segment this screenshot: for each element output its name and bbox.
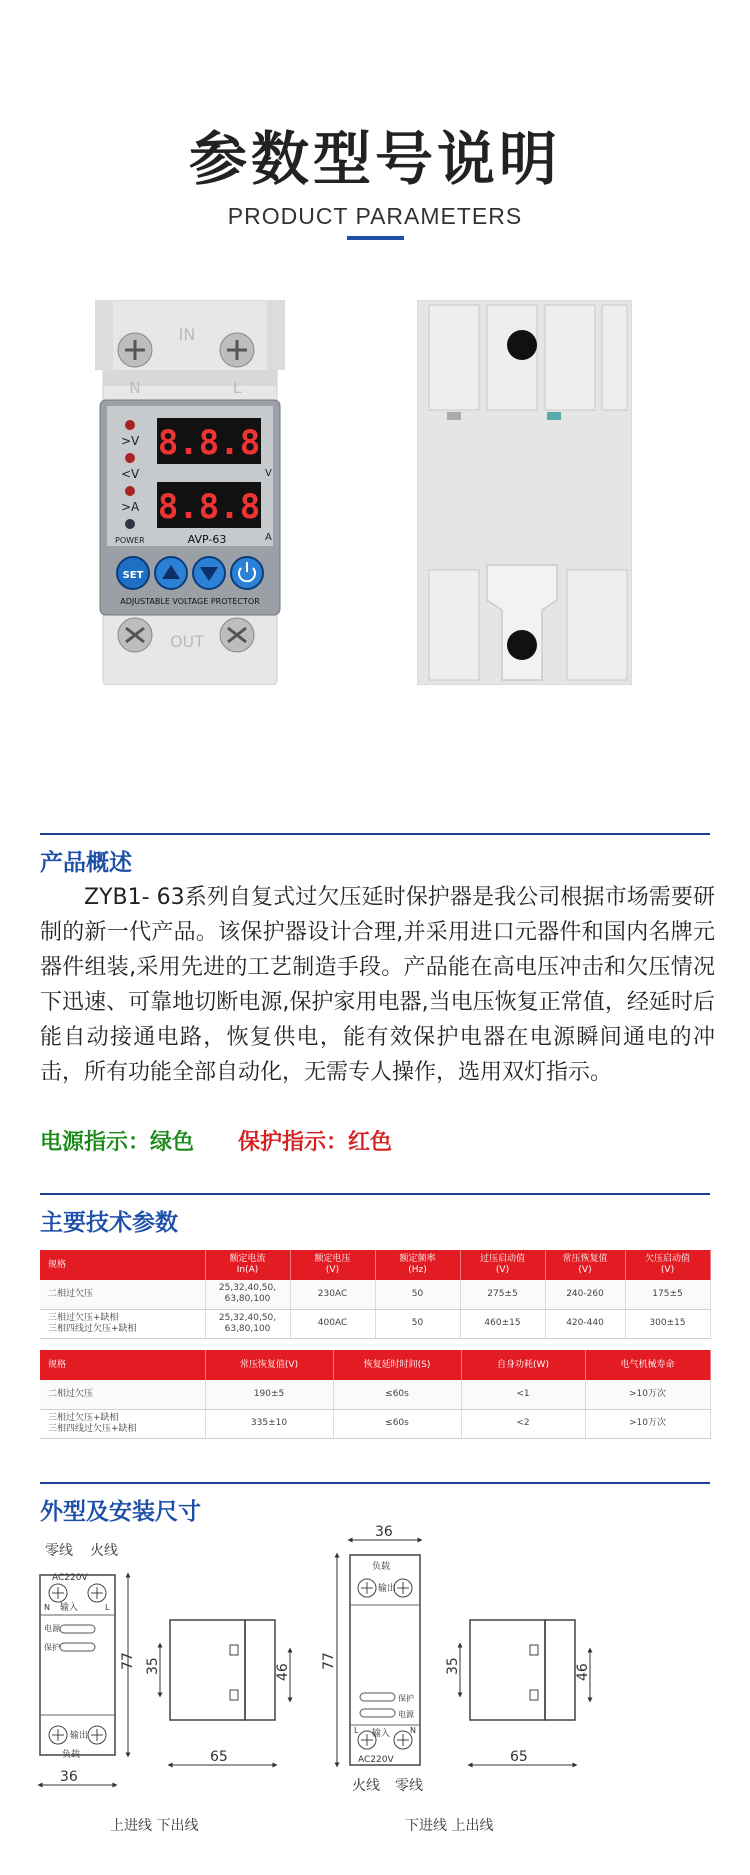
table-cell: ≤60s — [333, 1380, 461, 1409]
model-label: AVP-63 — [187, 533, 227, 546]
table-cell: 300±15 — [625, 1309, 710, 1338]
table-cell: 460±15 — [460, 1309, 545, 1338]
screw-icon — [220, 333, 254, 367]
front-view-top-in — [40, 1542, 198, 1834]
table-cell: 50 — [375, 1280, 460, 1309]
table-header-cell: 电气机械寿命 — [585, 1350, 710, 1380]
product-front-photo — [95, 300, 285, 685]
table-cell: ≤60s — [333, 1409, 461, 1438]
svg-text:AC220V: AC220V — [52, 1573, 88, 1583]
svg-text:35: 35 — [145, 1657, 161, 1675]
table-row — [40, 1409, 710, 1438]
table-cell: 三相过欠压+缺相 三相四线过欠压+缺相 — [40, 1309, 205, 1338]
svg-text:77: 77 — [321, 1652, 337, 1670]
product-back-photo — [417, 300, 632, 685]
table-header-cell: 额定电流 In(A) — [205, 1250, 290, 1280]
svg-text:8.8.8: 8.8.8 — [157, 487, 261, 527]
in-label: IN — [178, 325, 196, 344]
svg-text:77: 77 — [120, 1652, 136, 1670]
svg-text:保护: 保护 — [44, 1643, 60, 1652]
svg-text:35: 35 — [445, 1657, 461, 1675]
table-cell: 50 — [375, 1309, 460, 1338]
table-row — [40, 1380, 710, 1409]
table-header-cell: 恢复延时时间(S) — [333, 1350, 461, 1380]
svg-text:零线: 零线 — [45, 1543, 73, 1559]
power-button[interactable] — [231, 557, 263, 589]
svg-text:36: 36 — [60, 1769, 78, 1785]
svg-text:L: L — [105, 1603, 110, 1612]
svg-text:46: 46 — [275, 1663, 291, 1681]
out-label: OUT — [169, 632, 205, 651]
table-cell: <1 — [461, 1380, 585, 1409]
svg-text:保护: 保护 — [398, 1694, 414, 1703]
section-divider — [40, 1193, 710, 1195]
svg-text:负载: 负载 — [62, 1750, 81, 1760]
spec-table-2 — [40, 1350, 711, 1439]
svg-text:A: A — [265, 532, 272, 543]
table-row — [40, 1309, 710, 1338]
up-button[interactable] — [155, 557, 187, 589]
svg-text:火线: 火线 — [90, 1543, 118, 1559]
table-header-cell: 规格 — [40, 1250, 205, 1280]
svg-text:输出: 输出 — [378, 1584, 397, 1594]
table-header-cell: 欠压启动值 (V) — [625, 1250, 710, 1280]
power-indicator-text: 电源指示：绿色 — [40, 1130, 195, 1155]
screw-icon — [118, 333, 152, 367]
svg-text:上进线 下出线: 上进线 下出线 — [110, 1818, 199, 1834]
svg-text:输出: 输出 — [70, 1731, 89, 1741]
table-cell: 335±10 — [205, 1409, 333, 1438]
svg-text:8.8.8: 8.8.8 — [157, 423, 261, 463]
table-cell: 三相过欠压+缺相 三相四线过欠压+缺相 — [40, 1409, 205, 1438]
power-label: POWER — [115, 536, 145, 545]
l-label: L — [232, 379, 242, 397]
page-subtitle: PRODUCT PARAMETERS — [227, 203, 523, 229]
screw-icon — [118, 618, 152, 652]
table-header-cell: 常压恢复值 (V) — [545, 1250, 625, 1280]
table-cell: <2 — [461, 1409, 585, 1438]
section-divider — [40, 833, 710, 835]
svg-text:N: N — [410, 1726, 416, 1735]
over-current-label: >A — [121, 500, 140, 514]
svg-text:36: 36 — [375, 1525, 393, 1540]
table-cell: 25,32,40,50, 63,80,100 — [205, 1280, 290, 1309]
svg-text:46: 46 — [575, 1663, 591, 1681]
svg-text:N: N — [44, 1603, 50, 1612]
table-header-cell: 自身功耗(W) — [461, 1350, 585, 1380]
table-cell: 420-440 — [545, 1309, 625, 1338]
table-cell: 25,32,40,50, 63,80,100 — [205, 1309, 290, 1338]
dimensions-heading: 外型及安装尺寸 — [40, 1499, 201, 1525]
table-cell: 175±5 — [625, 1280, 710, 1309]
svg-text:负载: 负载 — [372, 1562, 391, 1572]
svg-text:火线: 火线 — [352, 1778, 380, 1794]
over-voltage-label: >V — [121, 434, 140, 448]
svg-text:下进线 上出线: 下进线 上出线 — [405, 1818, 494, 1834]
table-header-cell: 规格 — [40, 1350, 205, 1380]
table-cell: 400AC — [290, 1309, 375, 1338]
spec-table-1 — [40, 1250, 711, 1339]
set-button[interactable] — [117, 557, 149, 589]
table-cell: 230AC — [290, 1280, 375, 1309]
under-voltage-label: <V — [121, 467, 140, 481]
svg-text:零线: 零线 — [395, 1778, 423, 1794]
screw-icon — [220, 618, 254, 652]
svg-text:电源: 电源 — [44, 1624, 60, 1633]
table-cell: 二相过欠压 — [40, 1280, 205, 1309]
side-view-left — [145, 1620, 291, 1765]
table-row — [40, 1280, 710, 1309]
table-cell: >10万次 — [585, 1380, 710, 1409]
down-button[interactable] — [193, 557, 225, 589]
svg-text:AC220V: AC220V — [358, 1755, 394, 1765]
dimension-drawings — [0, 1525, 750, 1845]
table-cell: >10万次 — [585, 1409, 710, 1438]
svg-text:SET: SET — [122, 570, 144, 581]
table-header-cell: 过压启动值 (V) — [460, 1250, 545, 1280]
table-cell: 二相过欠压 — [40, 1380, 205, 1409]
svg-text:L: L — [354, 1726, 359, 1735]
svg-text:输入: 输入 — [372, 1729, 391, 1739]
table-header-cell: 额定电压 (V) — [290, 1250, 375, 1280]
front-view-bottom-in — [321, 1525, 493, 1834]
table-header-cell: 常压恢复值(V) — [205, 1350, 333, 1380]
svg-text:V: V — [265, 468, 272, 479]
table-cell: 275±5 — [460, 1280, 545, 1309]
specs-heading: 主要技术参数 — [40, 1210, 178, 1236]
svg-text:电源: 电源 — [398, 1710, 414, 1719]
protect-indicator-text: 保护指示：红色 — [238, 1130, 393, 1155]
svg-text:65: 65 — [210, 1749, 228, 1765]
page-title: 参数型号说明 — [188, 125, 561, 193]
side-view-right — [445, 1620, 591, 1765]
section-divider — [40, 1482, 710, 1484]
svg-text:输入: 输入 — [60, 1603, 79, 1613]
table-header-cell: 额定频率 (Hz) — [375, 1250, 460, 1280]
table-header-row — [40, 1250, 710, 1280]
table-header-row — [40, 1350, 710, 1380]
device-name-label: ADJUSTABLE VOLTAGE PROTECTOR — [120, 597, 260, 606]
n-label: N — [129, 379, 141, 397]
table-cell: 240-260 — [545, 1280, 625, 1309]
svg-text:65: 65 — [510, 1749, 528, 1765]
table-cell: 190±5 — [205, 1380, 333, 1409]
title-underline — [347, 236, 404, 240]
overview-heading: 产品概述 — [40, 850, 132, 876]
overview-text: ZYB1- 63系列自复式过欠压延时保护器是我公司根据市场需要研制的新一代产品。该保护器设计合理,并采用进口元器件和国内名牌元器件组装,采用先进的工艺制造手段。产品能在高电压冲击和欠压情况下迅速、可靠地切断电源,保护家用电器,当电压恢复正常值，经延时后能自动接通电路，恢复供电，能有效保护电器在电源瞬间通电的冲击，所有功能全部自动化，无需专人操作，选用双灯指示。 — [40, 885, 715, 1085]
